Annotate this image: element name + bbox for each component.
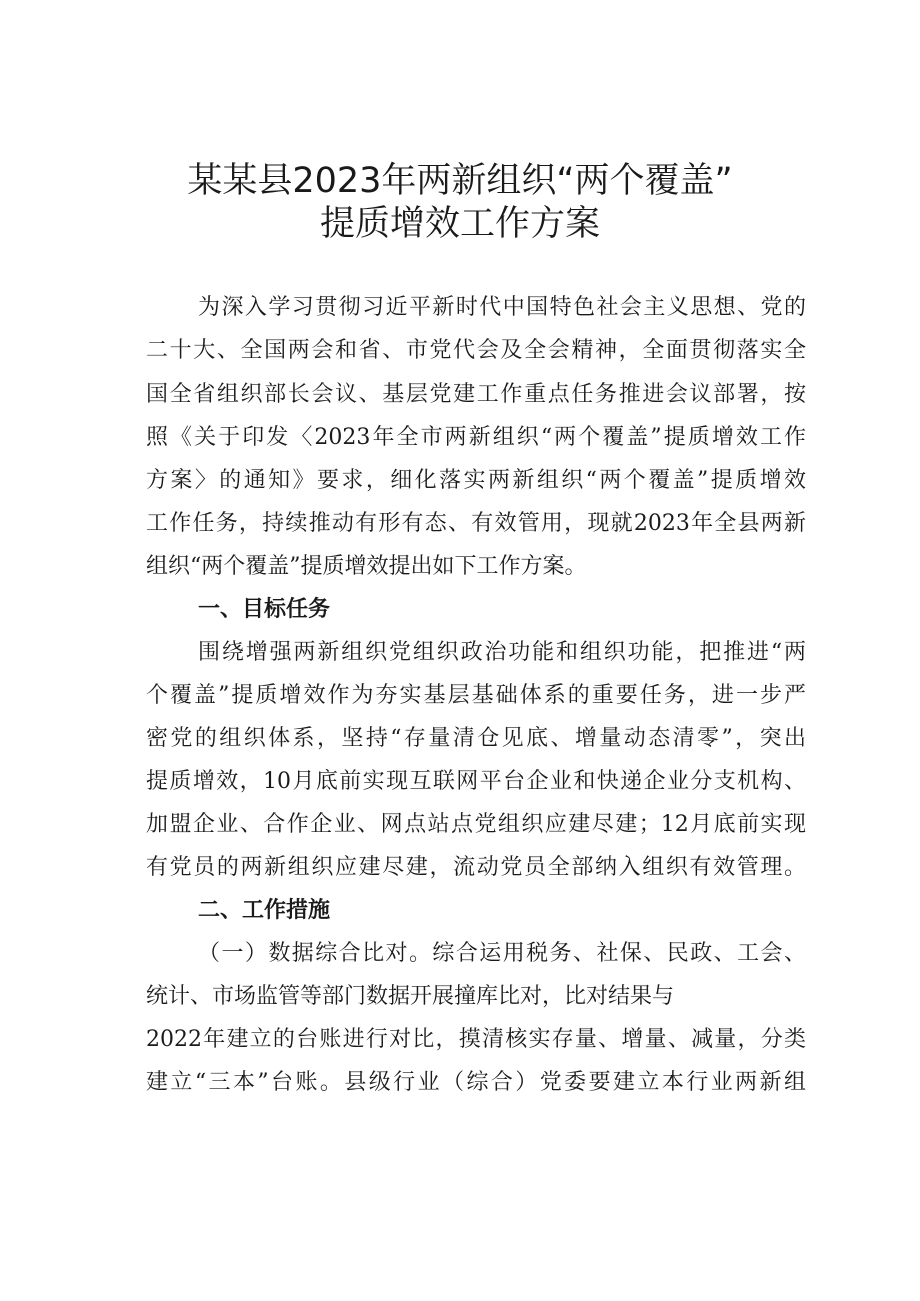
intro-line: 工作任务，持续推动有形有态、有效管用，现就2023年全县两新 [146, 511, 806, 536]
intro-line: 照《关于印发〈2023年全市两新组织“两个覆盖”提质增效工作 [146, 425, 806, 450]
section-heading-measures: 二、工作措施 [198, 898, 331, 923]
section2-line: （一）数据综合比对。综合运用税务、社保、民政、工会、 [198, 941, 806, 966]
intro-line: 方案〉的通知》要求，细化落实两新组织“两个覆盖”提质增效 [146, 468, 806, 493]
section-heading-targets: 一、目标任务 [198, 597, 331, 622]
intro-line: 二十大、全国两会和省、市党代会及全会精神，全面贯彻落实全 [146, 338, 806, 363]
document-title-line-1: 某某县2023年两新组织“两个覆盖” [187, 161, 733, 201]
section1-line: 密党的组织体系，坚持“存量清仓见底、增量动态清零”，突出 [146, 726, 806, 751]
section1-line: 个覆盖”提质增效作为夯实基层基础体系的重要任务，进一步严 [146, 683, 806, 708]
section2-line: 2022年建立的台账进行对比，摸清核实存量、增量、减量，分类 [146, 1027, 806, 1052]
section2-line: 统计、市场监管等部门数据开展撞库比对，比对结果与 [146, 984, 675, 1009]
section1-line: 提质增效，10月底前实现互联网平台企业和快递企业分支机构、 [146, 769, 806, 794]
intro-line: 组织“两个覆盖”提质增效提出如下工作方案。 [146, 554, 587, 579]
intro-line: 为深入学习贯彻习近平新时代中国特色社会主义思想、党的 [198, 295, 806, 320]
section2-line: 建立“三本”台账。县级行业（综合）党委要建立本行业两新组 [146, 1070, 806, 1095]
section1-line: 加盟企业、合作企业、网点站点党组织应建尽建；12月底前实现 [146, 812, 806, 837]
document-title-line-2: 提质增效工作方案 [319, 204, 600, 244]
section1-line: 有党员的两新组织应建尽建，流动党员全部纳入组织有效管理。 [146, 855, 806, 880]
section1-line: 围绕增强两新组织党组织政治功能和组织功能，把推进“两 [198, 640, 806, 665]
intro-line: 国全省组织部长会议、基层党建工作重点任务推进会议部署，按 [146, 382, 806, 407]
